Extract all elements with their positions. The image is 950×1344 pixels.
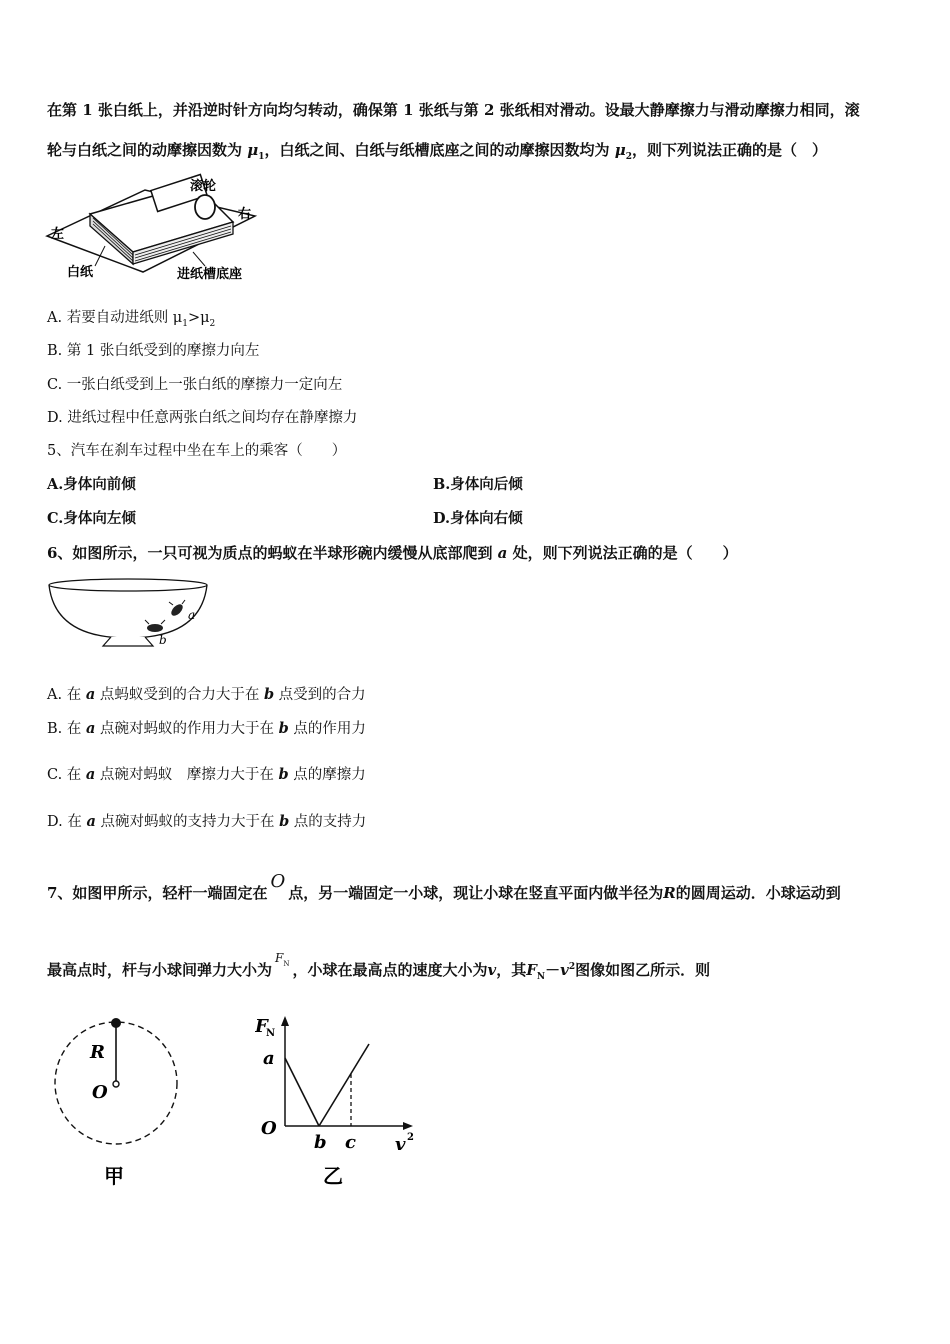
roller-label: 滚轮 [190, 179, 217, 194]
q4-stem-line2: 轮与白纸之间的动摩擦因数为 $\mu_1$，白纸之间、白纸与纸槽底座之间的动摩擦因数均为 $\mu_2$，则下列说法正确的是（ ） [47, 141, 827, 162]
tray-label: 进纸槽底座 [177, 267, 243, 282]
radius-label: R [90, 1042, 105, 1063]
paper-label: 白纸 [67, 265, 94, 280]
paper-feeder-figure [45, 172, 265, 282]
q6-option-c: C. 在 a 点碗对蚂蚁 摩擦力大于在 b 点的摩擦力 [47, 766, 366, 783]
y-axis-label-n: N [266, 1028, 276, 1039]
x-axis-label-sq: 2 [407, 1132, 414, 1143]
origin-label: O [261, 1118, 277, 1139]
q4-option-b: B. 第 1 张白纸受到的摩擦力向左 [47, 343, 260, 359]
q5-option-c: C.身体向左倾 [47, 510, 136, 527]
q6-option-d: D. 在 a 点碗对蚂蚁的支持力大于在 b 点的支持力 [47, 813, 367, 830]
figure-jia-caption: 甲 [104, 1164, 124, 1188]
point-c-value: c [345, 1132, 356, 1153]
q6-stem: 6、如图所示，一只可视为质点的蚂蚁在半球形碗内缓慢从底部爬到 a 处，则下列说法正确的是（ ） [47, 544, 738, 562]
q4-option-a: A. 若要自动进纸则 $\mu_1>\mu_2$ [47, 310, 216, 329]
figure-yi-caption: 乙 [323, 1164, 343, 1188]
fn-v2-graph [255, 1010, 430, 1190]
y-axis-label-f: F [255, 1016, 268, 1037]
q6-option-a: A. 在 a 点蚂蚁受到的合力大于在 b 点受到的合力 [47, 686, 366, 703]
q5-option-a: A.身体向前倾 [47, 476, 136, 493]
left-label: 左 [51, 227, 65, 242]
point-b-label: b [159, 633, 167, 647]
q7-stem-line2: 最高点时，杆与小球间弹力大小为$F_N$ ，小球在最高点的速度大小为v，其$F_N-v^2$图像如图乙所示．则 [47, 951, 711, 982]
point-a-label: a [188, 608, 196, 622]
q4-option-d: D. 进纸过程中任意两张白纸之间均存在静摩擦力 [47, 410, 358, 426]
q4-stem-line1: 在第 1 张白纸上，并沿逆时针方向均匀转动，确保第 1 张纸与第 2 张纸相对滑动。设最大静摩擦力与滑动摩擦力相同，滚 [47, 101, 860, 119]
q7-stem-line1: 7、如图甲所示，轻杆一端固定在O点，另一端固定一小球，现让小球在竖直平面内做半径为R的圆周运动．小球运动到 [47, 871, 841, 902]
center-label: O [92, 1082, 108, 1103]
q5-option-d: D.身体向右倾 [433, 510, 523, 527]
q5-option-b: B.身体向后倾 [433, 476, 523, 493]
point-b-value: b [314, 1132, 327, 1153]
bowl-figure [45, 576, 220, 650]
q6-option-b: B. 在 a 点碗对蚂蚁的作用力大于在 b 点的作用力 [47, 720, 366, 737]
right-label: 右 [238, 207, 252, 222]
x-axis-label-v: v [395, 1134, 406, 1155]
q5-stem: 5、汽车在刹车过程中坐在车上的乘客（ ） [47, 443, 347, 459]
q4-option-c: C. 一张白纸受到上一张白纸的摩擦力一定向左 [47, 377, 343, 393]
circle-motion-figure [50, 1010, 190, 1190]
point-a-value: a [263, 1048, 275, 1069]
